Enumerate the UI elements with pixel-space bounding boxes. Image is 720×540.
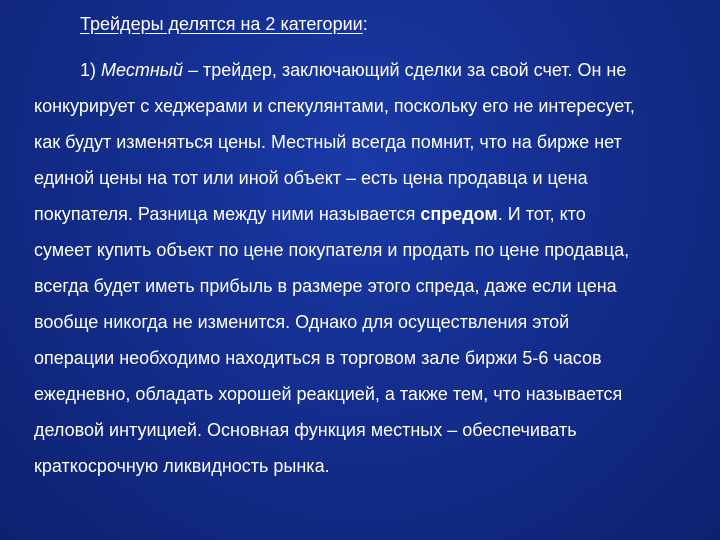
- paragraph-local-trader: [34, 52, 698, 484]
- paragraph-line-4: единой цены на тот или иной объект – есть цена продавца и цена: [34, 168, 588, 188]
- slide-heading: [80, 12, 368, 36]
- paragraph-line-5: [34, 196, 698, 232]
- paragraph-line-11: деловой интуицией. Основная функция местных – обеспечивать: [34, 420, 577, 440]
- term-local: Местный: [101, 60, 183, 80]
- heading-text: Трейдеры делятся на 2 категории: [80, 14, 363, 34]
- paragraph-line-8: вообще никогда не изменится. Однако для осуществления этой: [34, 312, 570, 332]
- paragraph-line-10: ежедневно, обладать хорошей реакцией, а также тем, что называется: [34, 384, 623, 404]
- line-1-text: – трейдер, заключающий сделки за свой счет. Он не: [182, 60, 627, 80]
- paragraph-line-1: [34, 52, 698, 88]
- paragraph-line-2: конкурирует с хеджерами и спекулянтами, поскольку его не интересует,: [34, 96, 635, 116]
- paragraph-line-3: как будут изменяться цены. Местный всегда помнит, что на бирже нет: [34, 132, 622, 152]
- paragraph-line-6: сумеет купить объект по цене покупателя и продать по цене продавца,: [34, 240, 630, 260]
- paragraph-line-7: всегда будет иметь прибыль в размере этого спреда, даже если цена: [34, 276, 617, 296]
- paragraph-line-9: операции необходимо находиться в торговом зале биржи 5-6 часов: [34, 348, 602, 368]
- heading-colon: :: [362, 14, 368, 34]
- paragraph-line-12: краткосрочную ликвидность рынка.: [34, 456, 330, 476]
- line-5-before: покупателя. Разница между ними называется: [34, 204, 421, 224]
- item-number: 1): [80, 60, 102, 80]
- line-5-after: . И тот, кто: [497, 204, 586, 224]
- term-spread: спредом: [420, 204, 498, 224]
